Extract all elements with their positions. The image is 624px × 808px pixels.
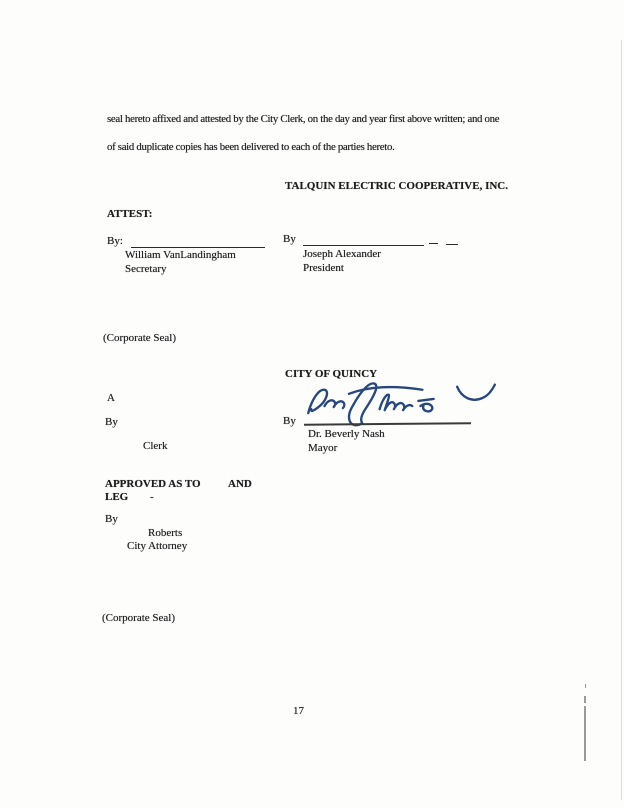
scan-artifact-page-edge (621, 40, 622, 800)
clerk-by-label: By (105, 416, 118, 428)
president-title: President (303, 262, 344, 274)
mayor-title: Mayor (308, 442, 338, 454)
attest-label: ATTEST: (107, 208, 153, 220)
attorney-name: Roberts (148, 527, 183, 539)
approved-leg-dash: - (150, 491, 154, 503)
secretary-title: Secretary (125, 263, 167, 275)
approved-as-to-label: APPROVED AS TO (105, 478, 201, 490)
closing-paragraph-line-1: seal hereto affixed and attested by the City Clerk, on the day and year first above written; and one (107, 113, 500, 125)
president-signature-line-dash-1 (429, 243, 438, 244)
mayor-by-label: By (283, 415, 296, 427)
page-number: 17 (293, 705, 304, 717)
scan-artifact-vertical-line (584, 706, 586, 761)
secretary-name: William VanLandingham (125, 249, 236, 261)
president-by-label: By (283, 233, 296, 245)
attorney-title: City Attorney (127, 540, 188, 552)
secretary-signature-line (131, 247, 265, 248)
clerk-title: Clerk (143, 440, 168, 452)
scan-artifact-dash-1 (585, 684, 586, 688)
approved-and-label: AND (228, 478, 252, 490)
corporate-seal-note-bottom: (Corporate Seal) (102, 612, 175, 624)
closing-paragraph-line-2: of said duplicate copies has been delivered to each of the parties hereto. (107, 141, 395, 153)
attorney-by-label: By (105, 513, 118, 525)
approved-leg-label: LEG (105, 491, 129, 503)
corporate-seal-note-top: (Corporate Seal) (103, 332, 176, 344)
clerk-stray-a-text: A (107, 392, 115, 404)
mayor-name: Dr. Beverly Nash (308, 428, 385, 440)
president-signature-line-dash-2 (446, 244, 458, 245)
city-name-heading: CITY OF QUINCY (285, 368, 378, 380)
company-name-heading: TALQUIN ELECTRIC COOPERATIVE, INC. (285, 180, 508, 192)
scan-artifact-dash-2 (584, 696, 586, 703)
president-signature-line (303, 245, 424, 246)
president-name: Joseph Alexander (303, 248, 381, 260)
secretary-by-label: By: (107, 235, 123, 247)
